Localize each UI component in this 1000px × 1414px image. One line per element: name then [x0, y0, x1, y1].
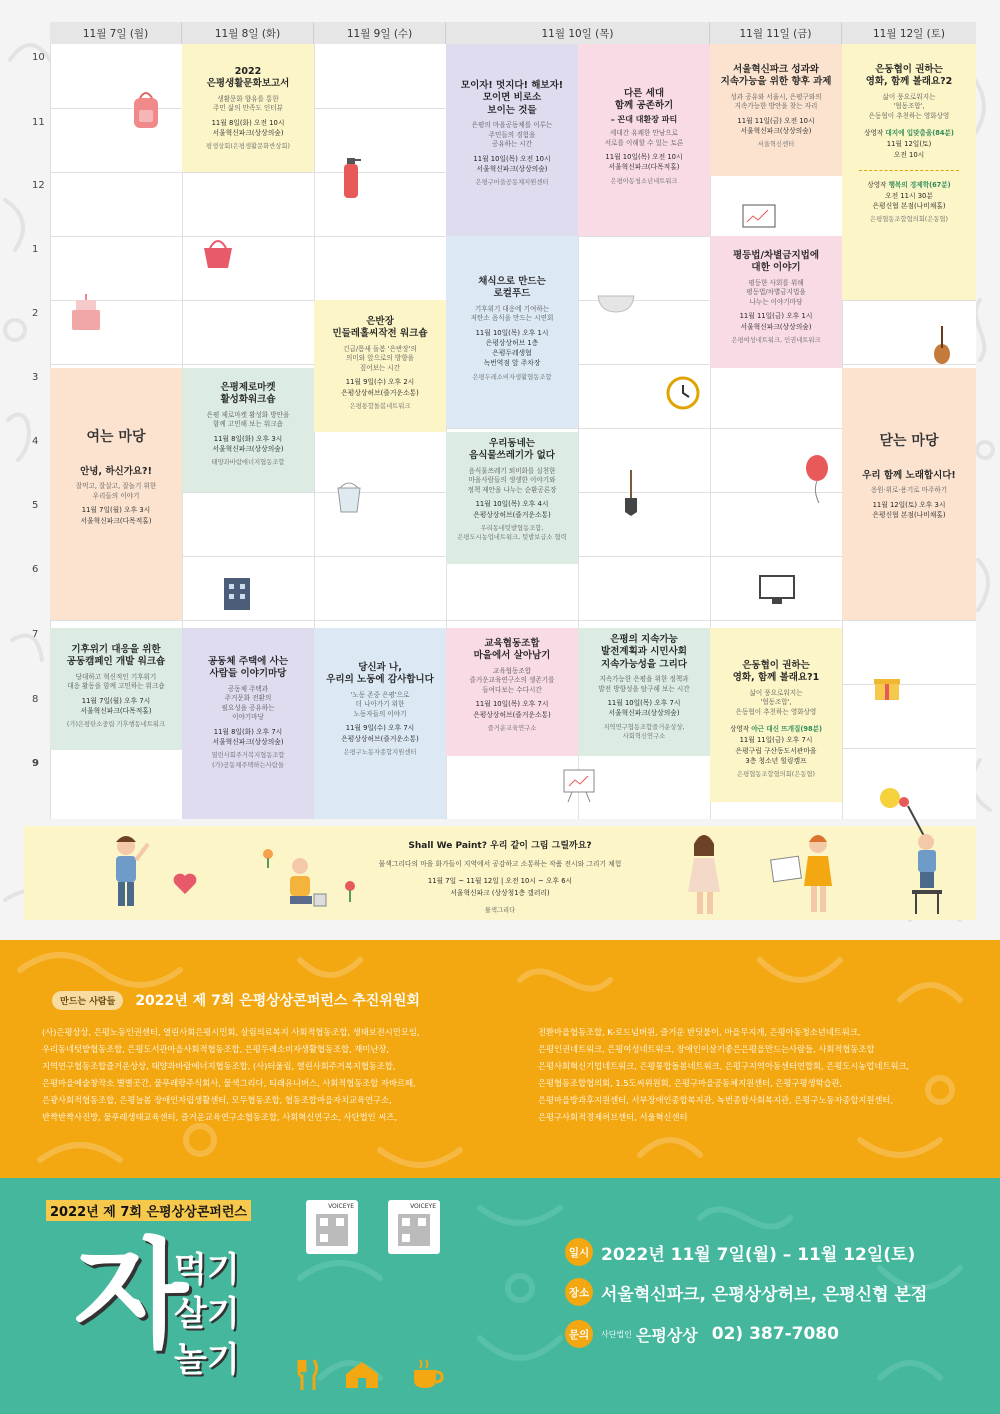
event-description: 공동체 주택과 주거문화 전환의 필요성을 공유하는 이야기마당	[221, 684, 275, 722]
voiceye-qr-code[interactable]	[306, 1200, 358, 1254]
contact-phone[interactable]: 02) 387-7080	[711, 1324, 839, 1344]
event-description: 삶이 풍요로워지는 '협동조합', 은동협이 추천하는 영화상영	[868, 92, 950, 120]
film-badge	[864, 127, 954, 137]
girl-painting-illustration	[794, 830, 840, 916]
event-card[interactable]	[842, 44, 976, 300]
org-logo-text: 은평상상	[635, 1325, 698, 1345]
event-description: 지속가능한 은평을 위한 정책과 발전 방향성을 탐구해 보는 시간	[598, 675, 690, 693]
film-badge	[867, 179, 950, 189]
event-time-place: 11월 7일(월) 오후 7시 서울혁신파크(다목적홀)	[80, 696, 152, 715]
event-title: 평등법/차별금지법에 대한 이야기	[732, 250, 820, 274]
closing-heading: 닫는 마당	[879, 433, 939, 449]
committee-section	[0, 940, 1000, 1178]
hour-label: 7	[32, 629, 39, 640]
event-title: 은동협이 권하는 영화, 함께 볼래요?1	[732, 660, 820, 684]
org-type: 사단법인	[601, 1329, 632, 1339]
building-icon	[220, 570, 254, 612]
event-description: 응원·위로·용기로 마주하기	[870, 486, 948, 495]
event-places: 서울혁신파크, 은평상상허브, 은평신협 본점	[601, 1284, 928, 1305]
flower-icon	[260, 848, 276, 868]
logo-word-play: 놀기	[174, 1340, 240, 1380]
event-description: 잘먹고, 잘살고, 잘놀기 위한 우리들의 이야기	[75, 482, 157, 500]
easel-chart-icon	[560, 766, 598, 804]
event-organizer: 태양과바람에너지협동조합	[211, 459, 285, 467]
film-badge-label: 상영작	[864, 129, 884, 138]
event-card[interactable]	[578, 628, 710, 756]
event-organizer: 은평아동청소년네트워크	[610, 177, 678, 185]
film-title: 행복의 경제학(67분)	[888, 180, 951, 189]
art-exhibition-banner[interactable]	[24, 826, 976, 920]
event-time-place: 11월 9일(수) 오후 2시 은평상상허브(즐거운소통)	[341, 378, 419, 397]
hour-label: 10	[32, 52, 45, 63]
event-title: 우리 함께 노래합시다!	[862, 470, 956, 481]
event-time-place: 11월 9일(수) 오후 7시 은평상상허브(즐거운소통)	[341, 724, 419, 743]
event-card[interactable]	[50, 628, 182, 750]
event-organizer: 즐거운교육연구소	[487, 724, 537, 732]
event-time-place: 11월 11일(금) 오후 1시 서울혁신파크(상상의숲)	[739, 312, 813, 331]
event-description: 기후위기 대응에 기여하는 저탄소 음식을 만드는 시연회	[470, 304, 554, 323]
presentation-board-icon	[742, 204, 776, 228]
coffee-cup-icon	[410, 1356, 444, 1392]
event-title: 은동협이 권하는 영화, 함께 볼래요?2	[865, 64, 953, 88]
event-card-opening[interactable]	[50, 368, 182, 620]
painter-person-illustration	[96, 832, 156, 912]
banner-time: 11월 7일 ~ 11월 12일 | 오전 10시 ~ 오후 6시	[427, 877, 573, 885]
contact-badge: 문의	[565, 1320, 593, 1348]
qr-pattern-icon	[388, 1210, 440, 1252]
event-time-place: 11월 10일(목) 오후 1시 은평상상허브 1층 은평두레생협 녹번역점 앞 주차장	[475, 328, 549, 368]
event-time-place: 오전 11시 30분 은평신협 본점(나비채홀)	[872, 191, 946, 210]
event-title: 당신과 나, 우리의 노동에 감사합니다	[326, 662, 434, 686]
event-dates: 2022년 11월 7일(월) – 11월 12일(토)	[601, 1244, 916, 1265]
event-title: 채식으로 만드는 로컬푸드	[478, 276, 546, 300]
backpack-icon	[130, 88, 162, 132]
day-header-fri: 11월 11일 (금)	[710, 22, 842, 44]
event-card[interactable]	[182, 368, 314, 492]
info-contact-row	[565, 1320, 839, 1348]
event-time-place: 11월 12일(토) 오후 3시 은평신협 본점(나비채홀)	[872, 500, 946, 520]
basket-icon	[200, 234, 236, 270]
day-header-wed: 11월 9일 (수)	[314, 22, 446, 44]
event-organizer: 은평협동조합협의회(은동협)	[870, 216, 948, 224]
hour-label: 1	[32, 244, 39, 255]
day-header-mon: 11월 7일 (월)	[50, 22, 182, 44]
event-description: 삶이 풍요로워지는 '협동조합', 은동협이 추천하는 영화상영	[735, 688, 817, 716]
hour-label: 6	[32, 564, 39, 575]
footer-section	[0, 1178, 1000, 1414]
hour-label: 2	[32, 308, 39, 319]
event-title: 은반장 민들레홀씨작전 워크숍	[332, 316, 428, 340]
info-place-row	[565, 1278, 927, 1306]
banner-description: 물색그리다의 마을 화가들이 지역에서 공감하고 소통하는 작품 전시와 그리기 체험	[378, 860, 622, 868]
schedule-timetable	[24, 22, 976, 922]
event-description: 평등한 사회를 위해 평등법/차별금지법을 나누는 이야기마당	[746, 278, 806, 306]
hour-label: 12	[32, 180, 45, 191]
shovel-icon	[622, 468, 640, 518]
fire-extinguisher-icon	[340, 152, 362, 200]
event-card[interactable]	[710, 628, 842, 802]
day-header-tue: 11월 8일 (화)	[182, 22, 314, 44]
event-organizer: 은평두레소비자생활협동조합	[472, 373, 552, 381]
hour-label: 3	[32, 372, 39, 383]
event-card[interactable]	[446, 236, 578, 428]
logo-word-eat: 먹기	[174, 1250, 240, 1290]
event-time-place: 11월 8일(화) 오후 3시 서울혁신파크(상상의숲)	[212, 434, 284, 453]
conference-subtitle: 2022년 제 7회 은평상상콘퍼런스	[46, 1200, 251, 1221]
house-icon	[344, 1360, 380, 1390]
event-organizer: 열린사회주거복지협동조합 (가)공동체주택하는사람들	[211, 752, 285, 769]
heart-icon	[172, 872, 198, 896]
event-organizer: 평생상회(은평생활문화반상회)	[206, 143, 290, 151]
film-badge-label: 상영작	[730, 725, 750, 734]
hour-label: 5	[32, 500, 39, 511]
committee-members-right: 전환마을협동조합, K-로드넘버원, 즐거운 반딧불이, 마을무지개, 은평아동청소년네트워크, 은평인권네트워크, 은평여성네트워크, 장애인이살기좋은은평을만드는사람들, 사회적협동조합 은평사회혁신기업네트워크, 은평통합돌봄네트워크, 은평구지역아동센터연합회, 은평도시농업네트워크, 은평협동조합협의회, 1.5도씨위원회, 은평구마을공동체지원센터, 은평구평생학습관, 은평마을방과후지원센터, 서부장애인종합복지관, 녹번종합사회복지관, 은평구노동자종합지원센터, 은평구사회적경제허브센터, 서울혁신센터	[538, 1027, 910, 1122]
hour-label: 11	[32, 117, 45, 128]
event-card[interactable]	[182, 44, 314, 172]
committee-tag: 만드는 사람들	[52, 991, 123, 1010]
event-time-place: 11월 8일(화) 오후 7시 서울혁신파크(상상의숲)	[212, 727, 284, 747]
event-organizer: 서울혁신센터	[757, 141, 795, 149]
event-title: 서울혁신파크 성과와 지속가능을 위한 향후 과제	[720, 64, 832, 88]
event-description: 음식물쓰레기 퇴비화를 실천한 마을사람들의 생생한 이야기와 정책 제안을 나누는 순환공론장	[467, 466, 557, 494]
date-badge: 일시	[565, 1238, 593, 1266]
conference-logo	[74, 1226, 254, 1396]
opening-heading: 여는 마당	[86, 429, 146, 445]
film-title: 대지에 입맞춤을(84분)	[885, 129, 954, 138]
event-title: 은평제로마켓 활성화워크숍	[220, 382, 276, 406]
place-badge: 장소	[565, 1278, 593, 1306]
day-header-thu: 11월 10일 (목)	[446, 22, 710, 44]
event-time-place: 11월 11일(금) 오전 10시 서울혁신파크(상상의숲)	[737, 116, 815, 135]
event-title: 기후위기 대응을 위한 공동캠페인 개발 워크숍	[66, 644, 166, 668]
event-organizer: 지역연구협동조합즐거운상상, 사회혁신연구소	[603, 723, 685, 740]
event-organizer: (가)은평탄소중립 기후행동네트워크	[66, 721, 166, 729]
event-card[interactable]	[578, 44, 710, 236]
event-card[interactable]	[446, 44, 578, 236]
event-title: 2022 은평생활문화보고서	[206, 66, 290, 90]
event-description: 긴급/틈새 돌봄 '은반장'의 의미와 앞으로의 방향을 짚어보는 시간	[343, 344, 417, 372]
qr-label: VOICEYE	[328, 1203, 354, 1210]
event-card[interactable]	[710, 44, 842, 176]
monitor-icon	[758, 574, 796, 606]
balloon-icon	[804, 454, 830, 504]
film-badge	[730, 723, 822, 733]
hour-label: 9	[32, 758, 39, 769]
event-description: 생활문화 향유를 통한 주민 삶의 만족도 인터뷰	[213, 94, 283, 113]
event-card[interactable]	[710, 236, 842, 368]
banner-title: Shall We Paint? 우리 같이 그림 그릴까요?	[408, 841, 592, 851]
event-description: 당대하고 혁신적인 기후위기 대응 활동을 함께 고민하는 워크숍	[67, 672, 165, 691]
event-description: 교육협동조합 즐거운교육연구소의 생존기를 들여다보는 수다시간	[469, 666, 555, 694]
event-time-place: 11월 10일(목) 오후 7시 은평상상허브(즐거운소통)	[473, 700, 551, 719]
event-time-place: 11월 8일(화) 오전 10시 서울혁신파크(상상의숲)	[211, 118, 285, 137]
event-organizer: 은평구노동자종합지원센터	[343, 748, 417, 756]
event-card-closing[interactable]	[842, 368, 976, 620]
committee-members-left: (사)은평상상, 은평노동인권센터, 열린사회은평시민회, 살림의료복지 사회적협동조합, 생태보전시민모임, 우리동네텃밭협동조합, 은평도서관마을사회적협동조합, 은평두레소비자생활협동조합, 재미난장, 지역연구협동조합즐거운상상, 태양과바람에너지협동조합, (사)터울림, 열린사회주거복지협동조합, 은평마을예술창작소 별별곳간, 물푸레랑주식회사, 물색그리다, 티래유니버스, 사회적협동조합 자바르떼, 은광사회적협동조합, 은평늘봄 장애인자립생활센터, 모두협동조합, 협동조합마을자치교육연구소, 반짝반짝사진방, 물푸레생태교육센터, 즐거운교육연구소협동조합, 사회혁신연구소, 사단법인 씨즈,	[42, 1027, 420, 1122]
event-title: 은평의 지속가능 발전계획과 시민사회 지속가능성을 그리다	[601, 634, 687, 670]
event-title: 다른 세대 함께 공존하기	[614, 88, 674, 112]
event-time-place: 11월 10일(목) 오후 4시 은평상상허브(즐거운소통)	[473, 500, 551, 519]
event-card[interactable]	[446, 628, 578, 756]
committee-title: 2022년 제 7회 은평상상콘퍼런스 추진위원회	[135, 993, 420, 1009]
violin-icon	[930, 322, 954, 366]
event-time-place: 11월 11일(금) 오후 7시 은평구립 구산동도서관마을 3층 청소년 힐링캠프	[735, 736, 817, 765]
boy-on-ladder-illustration	[874, 786, 954, 916]
event-title: 안녕, 하신가요?!	[80, 466, 152, 477]
qr-label: VOICEYE	[410, 1203, 436, 1210]
voiceye-qr-code[interactable]	[388, 1200, 440, 1254]
event-organizer: 은평통합돌봄네트워크	[349, 402, 411, 410]
event-subtitle: – 꼰대 대환장 파티	[610, 114, 678, 124]
cake-icon	[68, 292, 104, 332]
logo-word-live: 살기	[174, 1294, 240, 1334]
hour-label: 4	[32, 436, 39, 447]
hour-label: 8	[32, 694, 39, 705]
fork-knife-icon	[294, 1358, 320, 1392]
gift-box-icon	[872, 672, 902, 702]
info-date-row	[565, 1238, 915, 1266]
qr-pattern-icon	[306, 1210, 358, 1252]
event-organizer: 우리동네텃밭협동조합, 은평도시농업네트워크, 텃밭보급소 협력	[457, 524, 567, 542]
event-time-place: 11월 10일(목) 오후 7시 서울혁신파크(상상의숲)	[607, 699, 681, 718]
day-header-sat: 11월 12일 (토)	[842, 22, 976, 44]
event-card[interactable]	[446, 432, 578, 564]
event-title: 교육협동조합 마을에서 살아남기	[473, 638, 551, 662]
painter-woman-illustration	[680, 830, 730, 916]
logo-main-character: 자	[74, 1226, 188, 1364]
event-time-place: 11월 7일(월) 오후 3시 서울혁신파크(다목적홀)	[80, 506, 152, 525]
film-badge-label: 상영작	[867, 180, 887, 189]
event-organizer: 은평협동조합협의회(은동협)	[737, 770, 815, 778]
crouching-painter-illustration	[278, 856, 334, 918]
event-title: 모이자! 멋지다! 해보자! 모이면 비로소 보이는 것들	[460, 80, 564, 116]
event-organizer: 은평여성네트워크, 인권네트워크	[731, 336, 821, 344]
banner-organizer: 물색그리다	[484, 907, 516, 914]
event-time-place: 11월 10일(목) 오전 10시 서울혁신파크(상상의숲)	[473, 154, 551, 173]
event-card[interactable]	[182, 628, 314, 819]
event-title: 우리동네는 음식물쓰레기가 없다	[469, 438, 555, 462]
event-organizer: 은평구마을공동체지원센터	[475, 179, 549, 187]
banner-place: 서울혁신파크 (상상청1층 갤러리)	[450, 889, 550, 897]
event-description: 세대간 유쾌한 만남으로 서로를 이해할 수 있는 토론	[604, 129, 684, 147]
event-time-place: 11월 10일(목) 오전 10시 서울혁신파크(다목적홀)	[605, 153, 683, 172]
film-title: 야근 대신 뜨개질(98분)	[751, 725, 822, 734]
clock-icon	[666, 376, 700, 410]
event-description: 성과 공유와 서울시, 은평구와의 지속가능한 방안을 찾는 자리	[730, 92, 822, 111]
event-description: 은평의 마을공동체를 이루는 주민들의 경험을 공유하는 시간	[471, 121, 553, 149]
event-card[interactable]	[314, 300, 446, 432]
event-description: '노동 존중 은평'으로 더 나아가기 위한 노동자들의 이야기	[350, 690, 410, 718]
event-card[interactable]	[314, 628, 446, 819]
bowl-icon	[596, 286, 636, 316]
event-title: 공동체 주택에 사는 사람들 이야기마당	[207, 656, 289, 680]
flower-icon	[342, 880, 358, 902]
event-description: 은평 제로마켓 활성화 방안을 함께 고민해 보는 워크숍	[206, 410, 290, 429]
event-time-place: 11월 12일(토) 오전 10시	[886, 140, 932, 159]
bucket-icon	[334, 478, 364, 514]
